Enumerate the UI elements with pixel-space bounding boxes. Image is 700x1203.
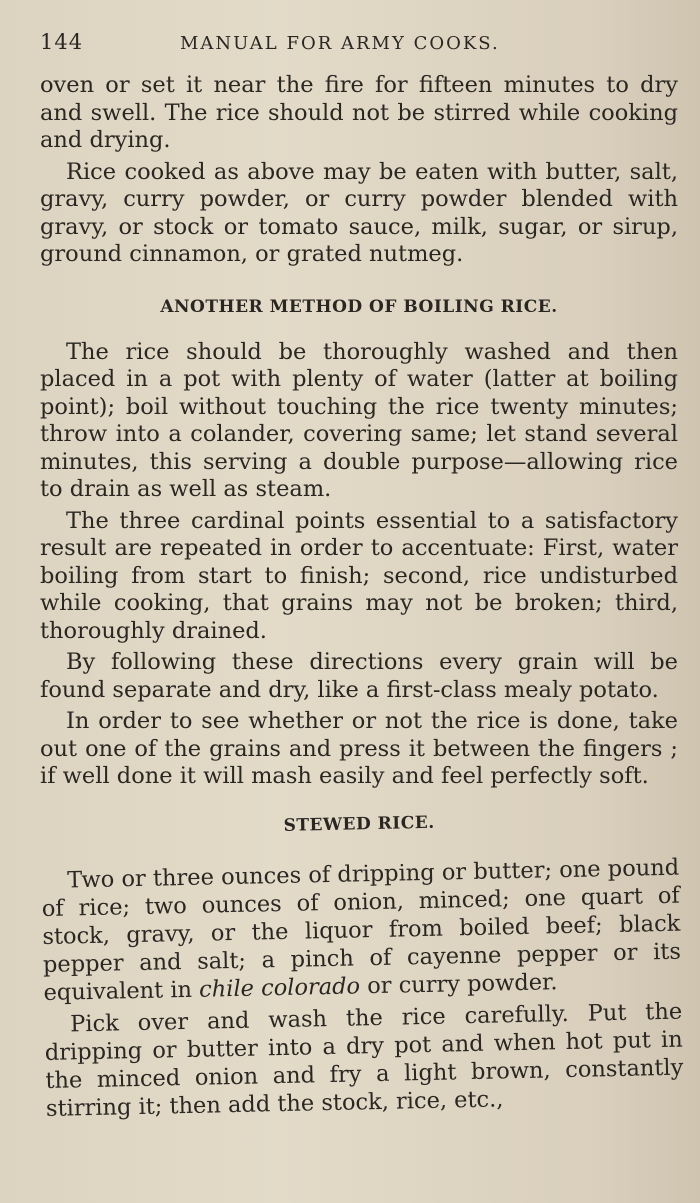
paragraph: The three cardinal points essential to a satisfactory result are repeated in order to accentuate: First, water boiling from start to finish; second, rice undisturbed while cooking, that grains may not be broken; third, thoroughly drained. [40,507,678,644]
paragraph: Rice cooked as above may be eaten with butter, salt, gravy, curry powder, or curry powder blended with gravy, or stock or tomato sauce, milk, sugar, or sirup, ground cinnamon, or grated nutmeg. [40,158,678,267]
ingredients-text-end: or curry powder. [359,968,558,999]
ingredients-paragraph [41,853,682,1006]
section-rice-continued [40,72,678,269]
paragraph: oven or set it near the fire for fifteen minutes to dry and swell. The rice should not be stirred while cooking and drying. [40,72,678,153]
paragraph: The rice should be thoroughly washed and then placed in a pot with plenty of water (latter at boiling point); boil without touching the rice twenty minutes; throw into a colander, covering same; let stand several minutes, this serving a double purpose—allowing rice to drain as well as steam. [40,338,678,502]
section-stewed-rice [40,807,684,1122]
section-heading: ANOTHER METHOD OF BOILING RICE. [160,296,558,317]
method-paragraph: Pick over and wash the rice carefully. Put the dripping or butter into a dry pot and when hot put in the minced onion and fry a light brown, constantly stirring it; then add the stock, rice, etc., [44,998,684,1122]
page-number: 144 [40,30,84,54]
ingredients-text: Two or three ounces of dripping or butter; one pound of rice; two ounces of onion, minced; one quart of stock, gravy, or the liquor from boiled beef; black pepper and salt; a pinch of cayenne pepper or its equivalent in [41,854,682,1006]
running-head [40,30,678,54]
paragraph: By following these directions every grain will be found separate and dry, like a first-class mealy potato. [40,649,678,703]
running-title: MANUAL FOR ARMY COOKS. [180,33,500,54]
section-heading: STEWED RICE. [283,812,435,836]
ingredients-italic: chile colorado [198,972,361,1003]
section-another-method [40,297,678,791]
paragraph: In order to see whether or not the rice is done, take out one of the grains and press it between the fingers ; if well done it will mash easily and feel perfectly soft. [40,708,678,789]
